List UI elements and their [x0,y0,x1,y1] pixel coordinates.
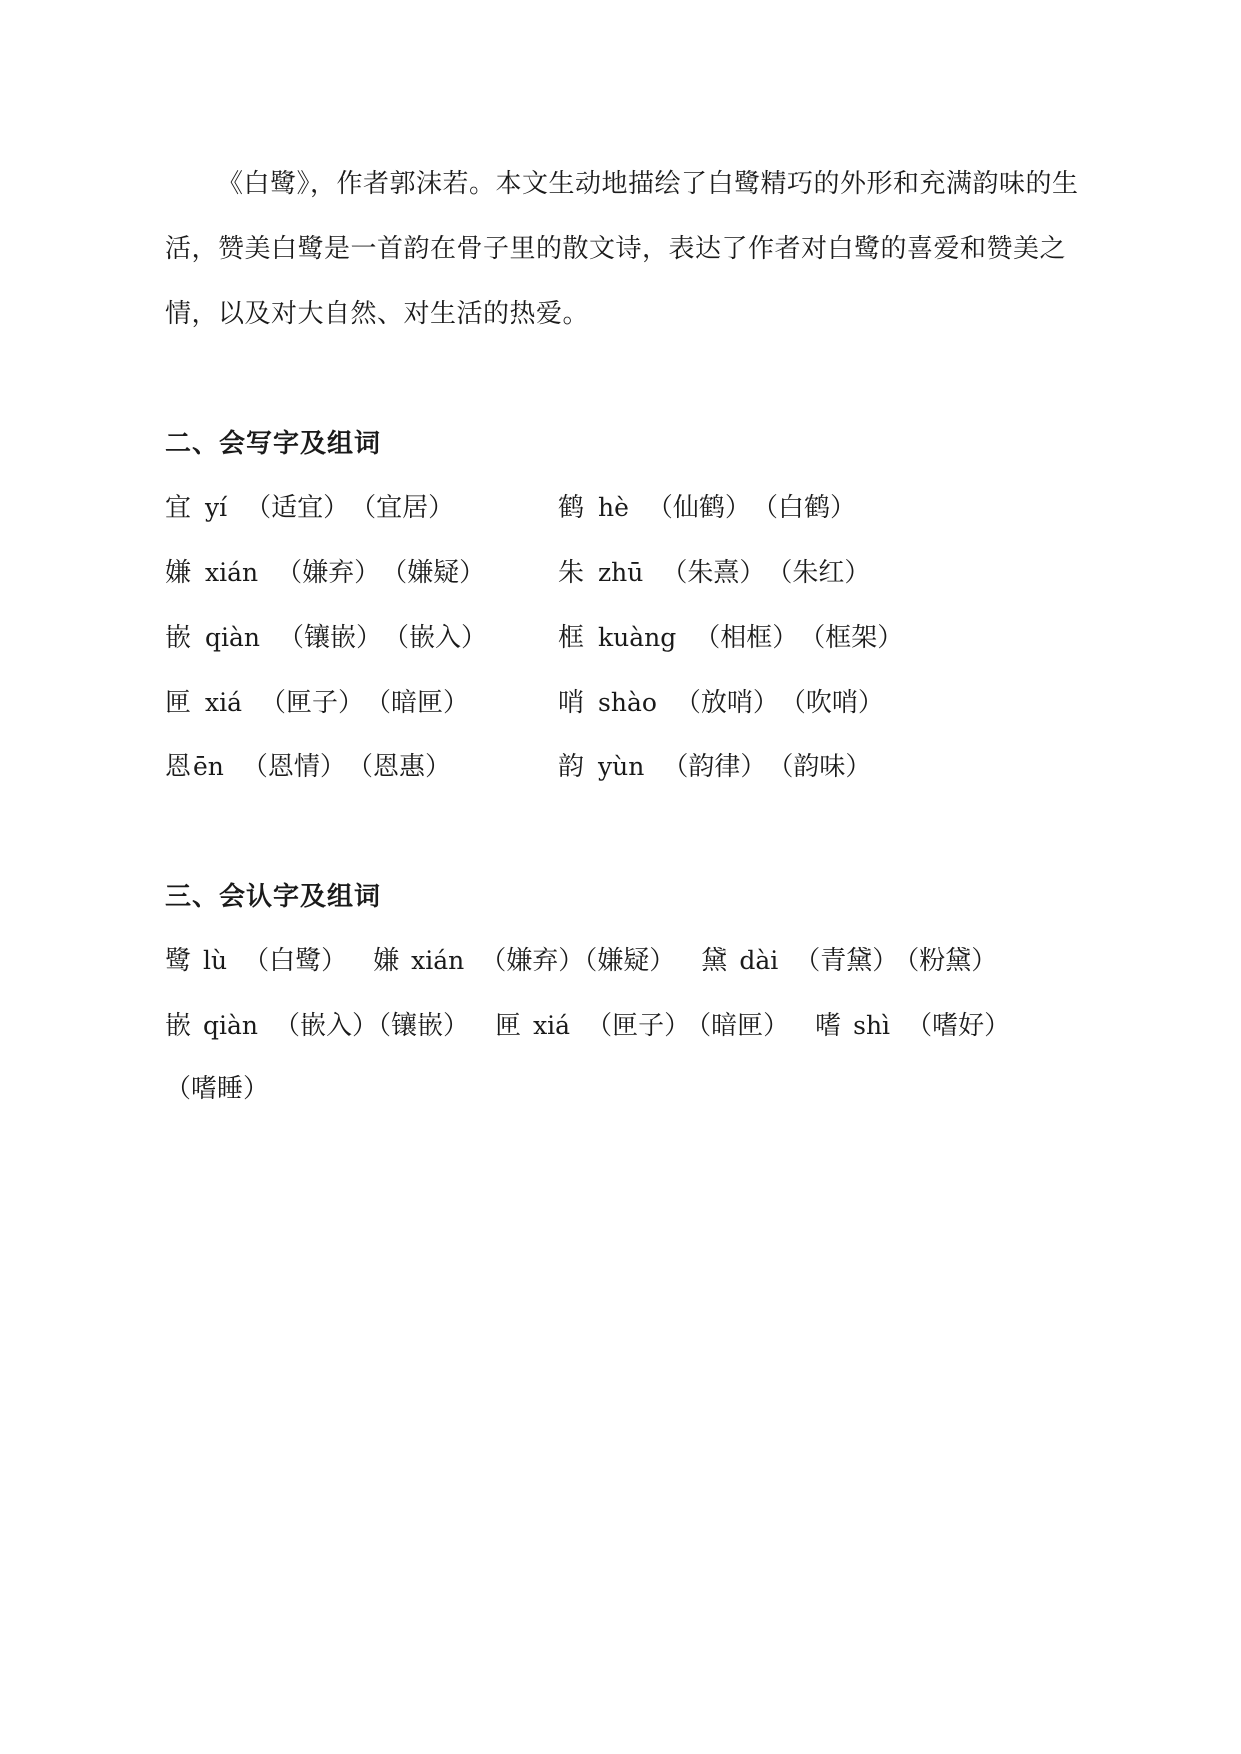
write-entry [165,552,499,589]
entry-pinyin: xiá [205,688,243,717]
recognize-line [165,1068,283,1105]
entry-word: （朱红） [779,558,871,588]
entry-pinyin: kuàng [598,623,677,652]
entry-pinyin: yí [205,493,228,522]
entry-pinyin: yùn [598,752,645,781]
write-entry [165,487,468,524]
entry-pinyin: shào [598,688,657,717]
entry-word: （框架） [812,623,904,653]
write-entry [558,552,884,589]
entry-word: （仙鹤） [646,493,751,523]
entry-word: （匣子） [260,688,365,718]
entry-char: 鹤 [558,493,585,523]
entry-word: （白鹤） [764,493,856,523]
recognize-entry [701,946,1005,976]
section-heading-recognize: 三、会认字及组词 [165,882,382,912]
section-heading-write: 二、会写字及组词 [165,429,382,459]
entry-char: 韵 [558,752,585,782]
entry-char: 嵌 [165,1011,192,1041]
entry-word: （嵌入） [274,1011,379,1041]
entry-word: （宜居） [363,493,455,523]
entry-word: （暗匣） [378,688,470,718]
entry-pinyin: ēn [193,752,224,781]
recognize-entry [815,1011,1010,1041]
entry-word: （吹哨） [792,688,884,718]
recognize-entry [495,1011,797,1041]
entry-char: 匣 [165,688,192,718]
entry-char: 嫌 [165,558,192,588]
write-entry [558,746,885,783]
entry-word: （青黛） [794,946,899,976]
entry-word: （嫌疑） [584,946,676,976]
entry-pinyin: qiàn [203,1011,259,1040]
entry-word: （韵味） [780,752,872,782]
entry-word: （暗匣） [698,1011,790,1041]
entry-pinyin: zhū [598,558,644,587]
entry-pinyin: dài [739,946,779,975]
recognize-entry [165,1011,477,1041]
recognize-entry [373,946,683,976]
entry-char: 宜 [165,493,192,523]
entry-word: （朱熹） [661,558,766,588]
entry-word: （韵律） [662,752,767,782]
write-entry [165,746,465,783]
entry-char: 鹭 [165,946,192,976]
entry-pinyin: qiàn [205,623,261,652]
entry-word: （适宜） [245,493,350,523]
intro-paragraph: 《白鹭》，作者郭沫若。本文生动地描绘了白鹭精巧的外形和充满韵味的生活，赞美白鹭是一首韵在骨子里的散文诗，表达了作者对白鹭的喜爱和赞美之情，以及对大自然、对生活的热爱。 [165,169,1079,329]
entry-word: （嫌弃） [276,558,381,588]
entry-word: （嗜好） [906,1011,1011,1041]
entry-word: （相框） [694,623,799,653]
recognize-line [165,1005,1010,1042]
write-entry [558,682,898,719]
entry-word: （恩惠） [359,752,451,782]
entry-word: （放哨） [674,688,779,718]
entry-char: 恩 [165,752,192,782]
entry-word: （镶嵌） [378,1011,470,1041]
entry-char: 匣 [495,1011,522,1041]
entry-word: （匣子） [586,1011,691,1041]
entry-char: 框 [558,623,585,653]
entry-pinyin: lù [203,946,228,975]
recognize-line [165,940,1023,977]
entry-pinyin: xiá [533,1011,571,1040]
write-entry [165,617,501,654]
entry-pinyin: xián [411,946,465,975]
entry-char: 哨 [558,688,585,718]
entry-word: （嗜睡） [165,1074,270,1104]
entry-word: （恩情） [241,752,346,782]
entry-char: 朱 [558,558,585,588]
entry-word: （白鹭） [243,946,348,976]
entry-word: （镶嵌） [278,623,383,653]
entry-word: （粉黛） [906,946,998,976]
entry-word: （嵌入） [396,623,488,653]
entry-pinyin: shì [853,1011,891,1040]
entry-char: 嗜 [815,1011,842,1041]
entry-word: （嫌弃） [480,946,585,976]
write-entry [558,617,917,654]
entry-char: 嵌 [165,623,192,653]
entry-pinyin: xián [205,558,259,587]
write-entry [558,487,870,524]
entry-pinyin: hè [598,493,629,522]
recognize-entry [165,946,355,976]
entry-char: 嫌 [373,946,400,976]
entry-word: （嫌疑） [394,558,486,588]
entry-char: 黛 [701,946,728,976]
write-entry [165,682,483,719]
